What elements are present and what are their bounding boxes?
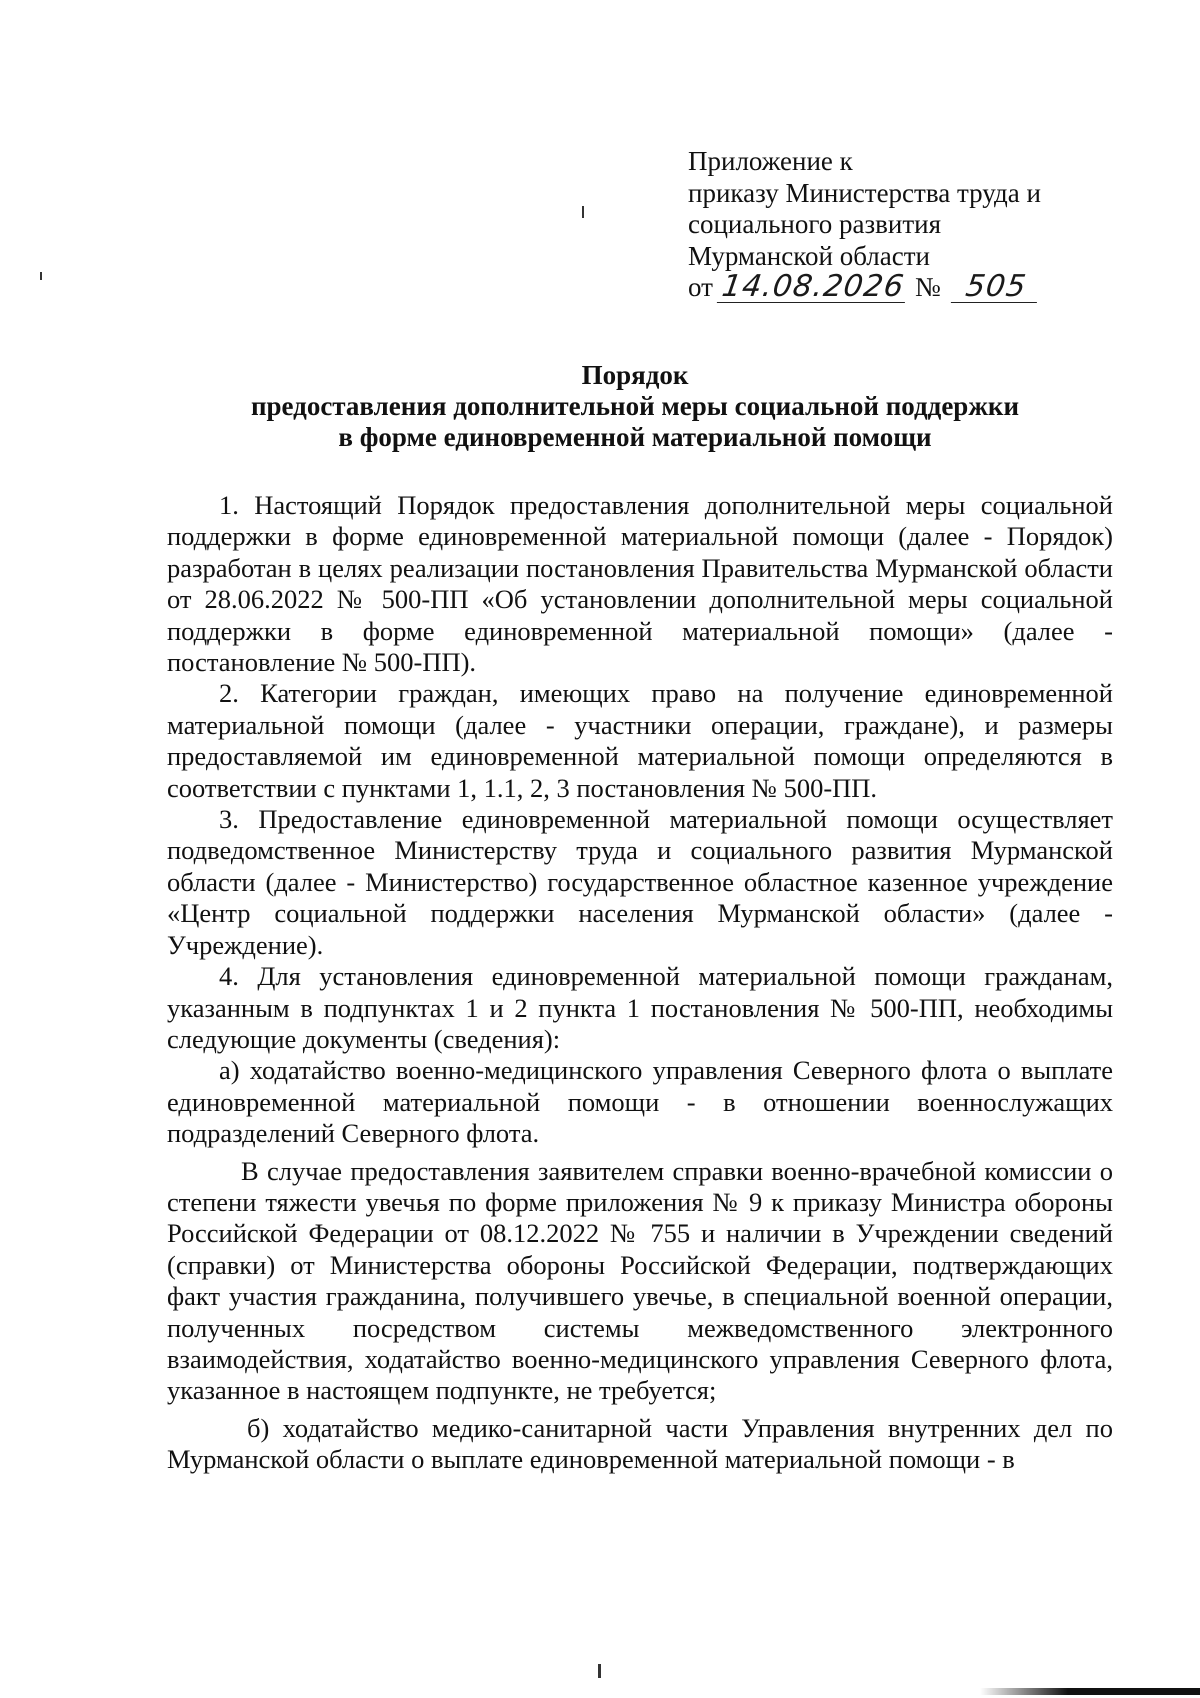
appendix-line: социального развития: [688, 209, 942, 239]
appendix-line: приказу Министерства труда и: [688, 177, 1041, 208]
title-line: в форме единовременной материальной помощи: [338, 422, 932, 452]
scan-edge-artifact: [980, 1688, 1200, 1695]
paragraph-4: 4. Для установления единовременной материальной помощи гражданам, указанным в подпунктах 1 и 2 пункта 1 постановления № 500-ПП, необходимы следующие документы (сведения):: [167, 961, 1113, 1054]
document-body: [167, 490, 1113, 1476]
number-sign: №: [914, 272, 941, 302]
paragraph-exception: В случае предоставления заявителем справки военно-врачебной комиссии о степени тяжести увечья по форме приложения № 9 к приказу Министра обороны Российской Федерации от 08.12.2022 № 755 и наличии в Учреждении сведений (справки) от Министерства обороны Российской Федерации, подтверждающих факт участия гражданина, получившего увечье, в специальной военной операции, полученных посредством системы межведомственного электронного взаимодействия, ходатайство военно-медицинского управления Северного флота, указанное в настоящем подпункте, не требуется;: [167, 1155, 1113, 1406]
handwritten-date: 14.08.2026: [717, 272, 909, 303]
appendix-line: Мурманской области: [688, 240, 930, 271]
title-line: предоставления дополнительной меры социальной поддержки: [250, 391, 1020, 421]
document-title: [150, 360, 1120, 453]
appendix-line: Приложение к: [688, 146, 853, 176]
paragraph-3: 3. Предоставление единовременной материальной помощи осуществляет подведомственное Министерству труда и социального развития Мурманской области (далее - Министерство) государственное областное казенное учреждение «Центр социальной поддержки населения Мурманской области» (далее - Учреждение).: [167, 804, 1113, 960]
subparagraph-a: а) ходатайство военно-медицинского управления Северного флота о выплате единовременной материальной помощи - в отношении военнослужащих подразделений Северного флота.: [167, 1055, 1113, 1149]
subparagraph-b: б) ходатайство медико-санитарной части Управления внутренних дел по Мурманской области о выплате единовременной материальной помощи - в: [167, 1412, 1113, 1475]
paragraph-1: 1. Настоящий Порядок предоставления дополнительной меры социальной поддержки в форме единовременной материальной помощи (далее - Порядок) разработан в целях реализации постановления Правительства Мурманской области от 28.06.2022 № 500-ПП «Об установлении дополнительной меры социальной поддержки в форме единовременной материальной помощи» (далее - постановление № 500-ПП).: [167, 490, 1113, 678]
order-date-line: [688, 269, 1108, 304]
scan-speck: [598, 1664, 601, 1678]
date-prefix: от: [688, 272, 713, 302]
appendix-header: [688, 146, 1108, 304]
title-line: Порядок: [581, 360, 689, 390]
handwritten-order-number: 505: [951, 272, 1041, 303]
scan-speck: [582, 206, 584, 218]
scan-speck: [40, 272, 42, 280]
paragraph-2: 2. Категории граждан, имеющих право на получение единовременной материальной помощи (далее - участники операции, граждане), и размеры предоставляемой им единовременной материальной помощи определяются в соответствии с пунктами 1, 1.1, 2, 3 постановления № 500-ПП.: [167, 678, 1113, 803]
